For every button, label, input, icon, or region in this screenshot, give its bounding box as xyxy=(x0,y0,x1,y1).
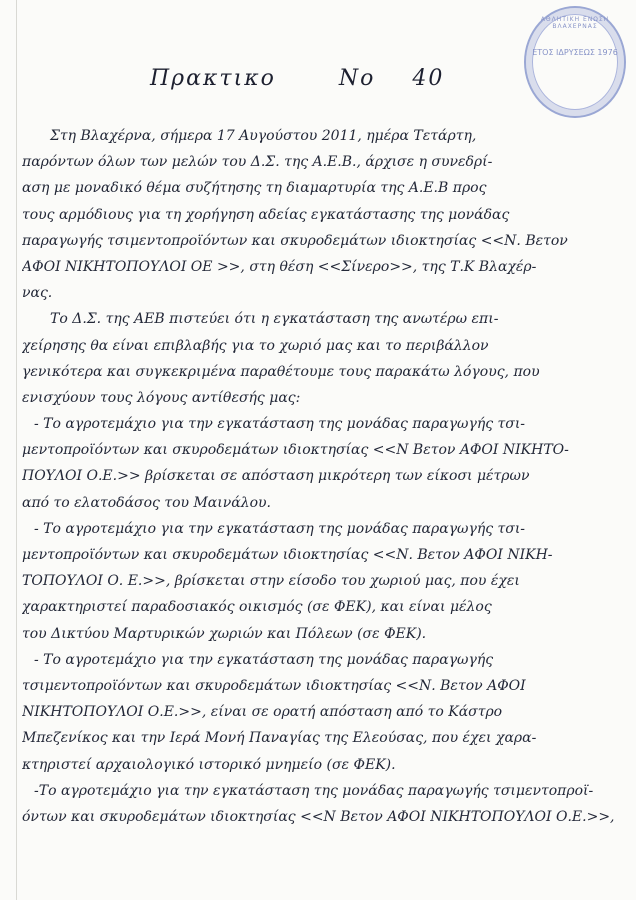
text-line: χείρησης θα είναι επιβλαβής για το χωριό μας και το περιβάλλον xyxy=(22,337,489,354)
stamp-outer-text: ΑΘΛΗΤΙΚΗ ΕΝΩΣΗ ΒΛΑΧΕΡΝΑΣ xyxy=(540,16,610,30)
text-line: ενισχύουν τους λόγους αντίθεσής μας: xyxy=(22,389,301,406)
text-line: παρόντων όλων των μελών του Δ.Σ. της Α.Ε.Β., άρχισε η συνεδρί- xyxy=(22,154,493,171)
text-line: -Το αγροτεμάχιο για την εγκατάσταση της μονάδας παραγωγής τσιμεντοπροϊ- xyxy=(34,782,594,799)
association-stamp xyxy=(524,6,626,118)
stamp-inner-text: ΕΤΟΣ ΙΔΡΥΣΕΩΣ 1976 xyxy=(532,48,618,57)
text-line: κτηριστεί αρχαιολογικό ιστορικό μνημείο (σε ΦΕΚ). xyxy=(22,756,396,773)
text-line: Το Δ.Σ. της ΑΕΒ πιστεύει ότι η εγκατάσταση της ανωτέρω επι- xyxy=(50,311,499,328)
document-title xyxy=(150,66,470,106)
text-line: όντων και σκυροδεμάτων ιδιοκτησίας <<Ν Βετον ΑΦΟΙ ΝΙΚΗΤΟΠΟΥΛΟΙ Ο.Ε.>>, xyxy=(22,808,615,825)
text-line: ΤΟΠΟΥΛΟΙ Ο. Ε.>>, βρίσκεται στην είσοδο του χωριού μας, που έχει xyxy=(22,573,520,590)
document-body xyxy=(22,124,622,831)
text-line: νας. xyxy=(22,285,53,302)
text-line: ΝΙΚΗΤΟΠΟΥΛΟΙ Ο.Ε.>>, είναι σε ορατή απόσταση από το Κάστρο xyxy=(22,704,503,721)
text-line: ΑΦΟΙ ΝΙΚΗΤΟΠΟΥΛΟΙ ΟΕ >>, στη θέση <<Σίνερο>>, της Τ.Κ Βλαχέρ- xyxy=(22,258,537,275)
text-line: Μπεζενίκος και την Ιερά Μονή Παναγίας της Ελεούσας, που έχει χαρα- xyxy=(22,730,537,747)
text-line: γενικότερα και συγκεκριμένα παραθέτουμε τους παρακάτω λόγους, που xyxy=(22,363,540,380)
title-number: 40 xyxy=(412,66,445,91)
text-line: Στη Βλαχέρνα, σήμερα 17 Αυγούστου 2011, ημέρα Τετάρτη, xyxy=(50,128,477,144)
text-line: τους αρμόδιους για τη χορήγηση αδείας εγκατάστασης της μονάδας xyxy=(22,206,510,223)
text-line: - Το αγροτεμάχιο για την εγκατάσταση της μονάδας παραγωγής τσι- xyxy=(34,416,526,433)
text-line: χαρακτηριστεί παραδοσιακός οικισμός (σε ΦΕΚ), και είναι μέλος xyxy=(22,599,492,616)
text-line: του Δικτύου Μαρτυρικών χωριών και Πόλεων (σε ΦΕΚ). xyxy=(22,625,427,642)
text-line: - Το αγροτεμάχιο για την εγκατάσταση της μονάδας παραγωγής τσι- xyxy=(34,520,526,537)
text-line: - Το αγροτεμάχιο για την εγκατάσταση της μονάδας παραγωγής xyxy=(34,651,494,668)
title-no: Νο xyxy=(338,66,376,91)
text-line: από το ελατοδάσος του Μαινάλου. xyxy=(22,494,271,511)
text-line: μεντοπροϊόντων και σκυροδεμάτων ιδιοκτησίας <<Ν. Βετον ΑΦΟΙ ΝΙΚΗ- xyxy=(22,547,553,563)
text-line: ΠΟΥΛΟΙ Ο.Ε.>> βρίσκεται σε απόσταση μικρότερη των είκοσι μέτρων xyxy=(22,468,530,485)
page-margin-line xyxy=(16,0,17,900)
text-line: τσιμεντοπροϊόντων και σκυροδεμάτων ιδιοκτησίας <<Ν. Βετον ΑΦΟΙ xyxy=(22,677,526,694)
title-word: Πρακτικο xyxy=(150,66,276,91)
text-line: αση με μοναδικό θέμα συζήτησης τη διαμαρτυρία της Α.Ε.Β προς xyxy=(22,180,487,197)
text-line: παραγωγής τσιμεντοπροϊόντων και σκυροδεμάτων ιδιοκτησίας <<Ν. Βετον xyxy=(22,232,568,249)
text-line: μεντοπροϊόντων και σκυροδεμάτων ιδιοκτησίας <<Ν Βετον ΑΦΟΙ ΝΙΚΗΤΟ- xyxy=(22,442,569,459)
